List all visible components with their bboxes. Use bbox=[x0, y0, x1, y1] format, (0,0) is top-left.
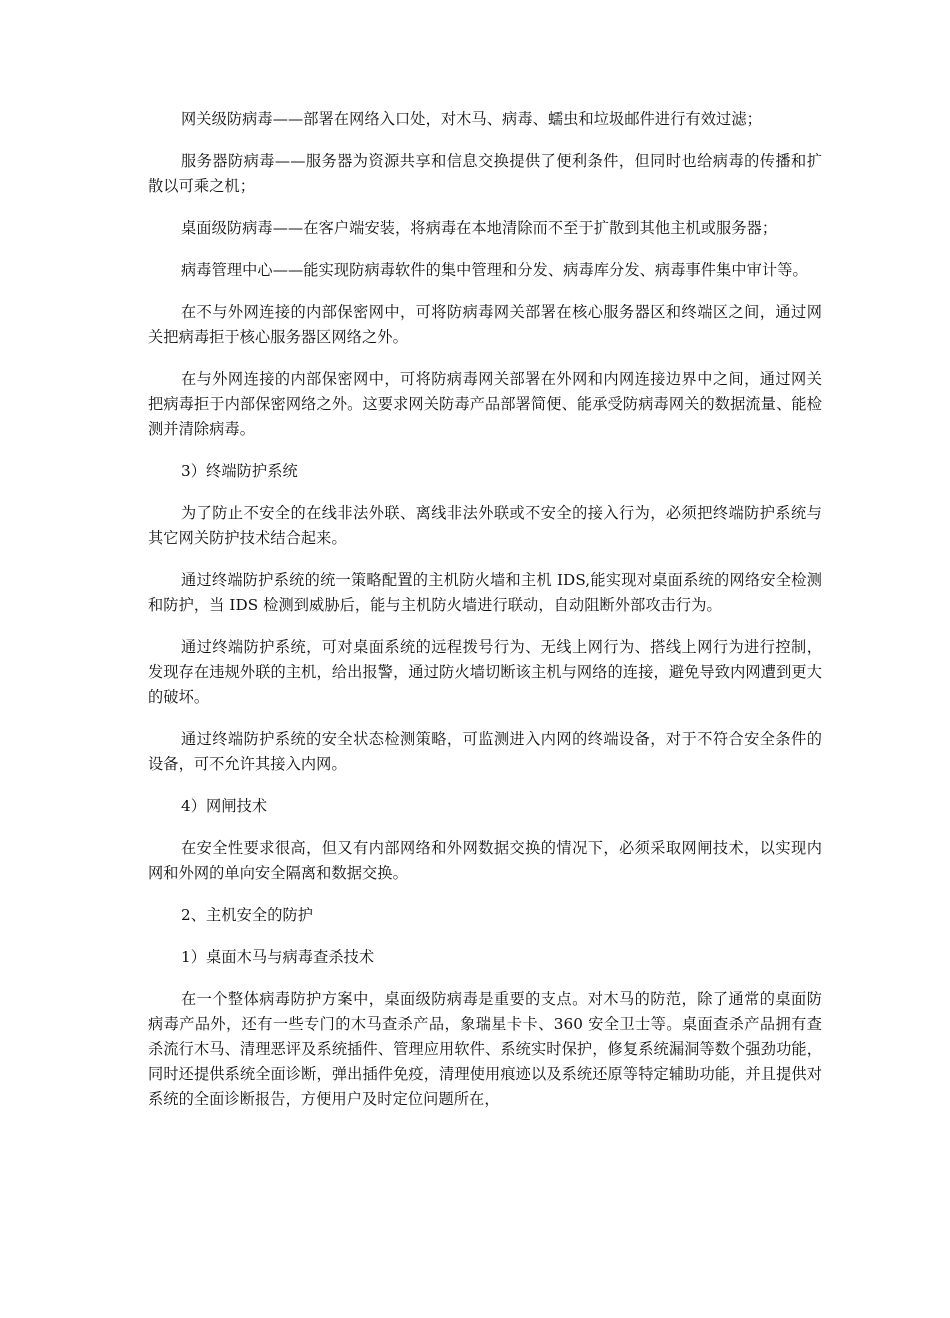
paragraph-internal-network-no-external: 在不与外网连接的内部保密网中，可将防病毒网关部署在核心服务器区和终端区之间，通过网关把病毒拒于核心服务器区网络之外。 bbox=[148, 303, 822, 346]
paragraph-endpoint-purpose: 为了防止不安全的在线非法外联、离线非法外联或不安全的接入行为，必须把终端防护系统与其它网关防护技术结合起来。 bbox=[148, 504, 822, 547]
section-heading-host-security: 2、主机安全的防护 bbox=[181, 906, 314, 924]
section-heading-endpoint-protection: 3）终端防护系统 bbox=[181, 462, 298, 480]
paragraph-endpoint-control: 通过终端防护系统，可对桌面系统的远程拨号行为、无线上网行为、搭线上网行为进行控制，发现存在违规外联的主机，给出报警，通过防火墙切断该主机与网络的连接，避免导致内网遭到更大的破坏。 bbox=[148, 638, 822, 706]
paragraph-internal-network-with-external: 在与外网连接的内部保密网中，可将防病毒网关部署在外网和内网连接边界中之间，通过网关把病毒拒于内部保密网络之外。这要求网关防毒产品部署简便、能承受防病毒网关的数据流量、能检测并清除病毒。 bbox=[148, 370, 822, 438]
paragraph-server-antivirus: 服务器防病毒——服务器为资源共享和信息交换提供了便利条件，但同时也给病毒的传播和扩散以可乘之机； bbox=[148, 152, 822, 195]
paragraph-endpoint-status-check: 通过终端防护系统的安全状态检测策略，可监测进入内网的终端设备，对于不符合安全条件的设备，可不允许其接入内网。 bbox=[148, 730, 822, 773]
paragraph-gateway-antivirus: 网关级防病毒——部署在网络入口处，对木马、病毒、蠕虫和垃圾邮件进行有效过滤； bbox=[181, 110, 762, 128]
document-body bbox=[148, 107, 822, 1112]
paragraph-virus-management-center: 病毒管理中心——能实现防病毒软件的集中管理和分发、病毒库分发、病毒事件集中审计等。 bbox=[181, 261, 808, 279]
paragraph-endpoint-firewall-ids: 通过终端防护系统的统一策略配置的主机防火墙和主机 IDS,能实现对桌面系统的网络安全检测和防护，当 IDS 检测到威胁后，能与主机防火墙进行联动，自动阻断外部攻击行为。 bbox=[148, 571, 822, 614]
paragraph-gatekeeper: 在安全性要求很高，但又有内部网络和外网数据交换的情况下，必须采取网闸技术，以实现内网和外网的单向安全隔离和数据交换。 bbox=[148, 839, 822, 882]
section-heading-desktop-trojan-virus: 1）桌面木马与病毒查杀技术 bbox=[181, 948, 375, 966]
paragraph-desktop-trojan-virus: 在一个整体病毒防护方案中，桌面级防病毒是重要的支点。对木马的防范，除了通常的桌面防病毒产品外，还有一些专门的木马查杀产品，象瑞星卡卡、360 安全卫士等。桌面查杀产品拥有查杀流行木马、清理恶评及系统插件、管理应用软件、系统实时保护，修复系统漏洞等数个强劲功能，同时还提供系统全面诊断，弹出插件免疫，清理使用痕迹以及系统还原等特定辅助功能，并且提供对系统的全面诊断报告，方便用户及时定位问题所在， bbox=[148, 990, 822, 1108]
section-heading-gatekeeper: 4）网闸技术 bbox=[181, 797, 268, 815]
paragraph-desktop-antivirus: 桌面级防病毒——在客户端安装，将病毒在本地清除而不至于扩散到其他主机或服务器； bbox=[181, 219, 778, 237]
